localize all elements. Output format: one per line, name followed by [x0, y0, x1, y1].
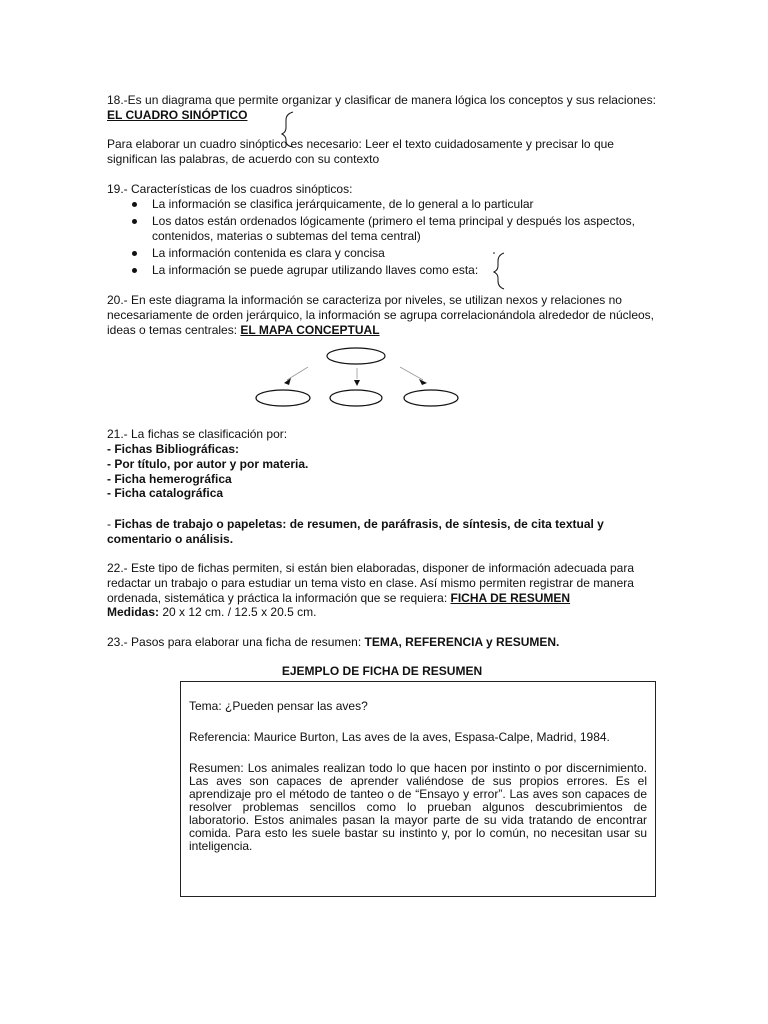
- bullet-item: La información contenida es clara y concisa: [107, 246, 657, 261]
- example-referencia: Referencia: Maurice Burton, Las aves de la aves, Espasa-Calpe, Madrid, 1984.: [189, 730, 610, 744]
- question-20-text: 20.- En este diagrama la información se caracteriza por niveles, se utilizan nexos y relaciones no necesariamente de orden jerárquico, la información se agrupa correlacionándola alrededor de núcleos, ideas o temas centrales:: [107, 293, 655, 337]
- question-18-answer: EL CUADRO SINÓPTICO: [107, 108, 248, 122]
- question-23-answer: TEMA, REFERENCIA y RESUMEN.: [364, 635, 560, 649]
- bullet-item: La información se clasifica jerárquicamente, de lo general a lo particular: [107, 197, 657, 212]
- question-18-note: Para elaborar un cuadro sinóptico es necesario: Leer el texto cuidadosamente y precisar lo que significan las palabras, de acuerdo con su contexto: [107, 137, 614, 166]
- work-text: Fichas de trabajo o papeletas: de resumen, de paráfrasis, de síntesis, de cita textual y comentario o análisis.: [107, 517, 604, 546]
- question-22-answer: FICHA DE RESUMEN: [450, 591, 571, 605]
- brace-icon: [494, 253, 504, 289]
- question-19-intro: 19.- Características de los cuadros sinópticos:: [107, 182, 353, 196]
- concept-node-right: [404, 390, 458, 406]
- question-21-intro: 21.- La fichas se clasificación por:: [107, 427, 288, 441]
- bullet-item: La información se puede agrupar utilizando llaves como esta:: [107, 263, 657, 278]
- concept-node-left: [256, 390, 310, 406]
- question-23-text: 23.- Pasos para elaborar una ficha de resumen:: [107, 635, 365, 649]
- measures-label: Medidas:: [107, 605, 160, 619]
- arrow-center: [354, 380, 360, 386]
- work-dash: -: [107, 517, 115, 531]
- concept-node-root: [327, 348, 385, 364]
- question-20-answer: EL MAPA CONCEPTUAL: [240, 323, 380, 337]
- question-18-text: 18.-Es un diagrama que permite organizar y clasificar de manera lógica los conceptos y sus relaciones:: [107, 93, 656, 107]
- bullet-item: Los datos están ordenados lógicamente (primero el tema principal y después los aspectos, contenidos, materias o subtemas del tema central): [107, 214, 657, 244]
- example-resumen: Resumen: Los animales realizan todo lo que hacen por instinto o por discernimiento. Las aves son capaces de aprender valiéndose de sus propios errores. Es el aprendizaje pro el método de tanteo o de “Ensayo y error”. Las aves son capaces de resolver problemas sencillos como lo prueban algunos descubrimientos de laboratorio. Estos animales pasan la mayor parte de su vida tratando de encontrar comida. Para esto les suele bastar su instinto y, por lo común, no necesitan usar su inteligencia.: [189, 761, 647, 853]
- ficha-item: - Por título, por autor y por materia.: [107, 457, 309, 471]
- measures-value: 20 x 12 cm. / 12.5 x 20.5 cm.: [159, 605, 317, 619]
- ficha-item: - Ficha catalográfica: [107, 486, 224, 500]
- brace-icon: [282, 112, 293, 147]
- question-22-text: 22.- Este tipo de fichas permiten, si están bien elaboradas, disponer de información adecuada para redactar un trabajo o para estudiar un tema visto en clase. Así mismo permiten registrar de manera ordenada, sistemática y práctica la información que se requiera:: [107, 561, 634, 605]
- ficha-item: - Fichas Bibliográficas:: [107, 442, 240, 456]
- example-heading: EJEMPLO DE FICHA DE RESUMEN: [281, 664, 483, 678]
- ficha-item: - Ficha hemerográfica: [107, 472, 232, 486]
- concept-map-diagram: [256, 348, 458, 406]
- concept-node-center: [330, 390, 382, 406]
- example-tema: Tema: ¿Pueden pensar las aves?: [189, 699, 368, 713]
- arrow-left: [284, 378, 291, 385]
- connector-right: [400, 367, 423, 380]
- brace-dot: [493, 252, 495, 254]
- connector-left: [287, 367, 308, 380]
